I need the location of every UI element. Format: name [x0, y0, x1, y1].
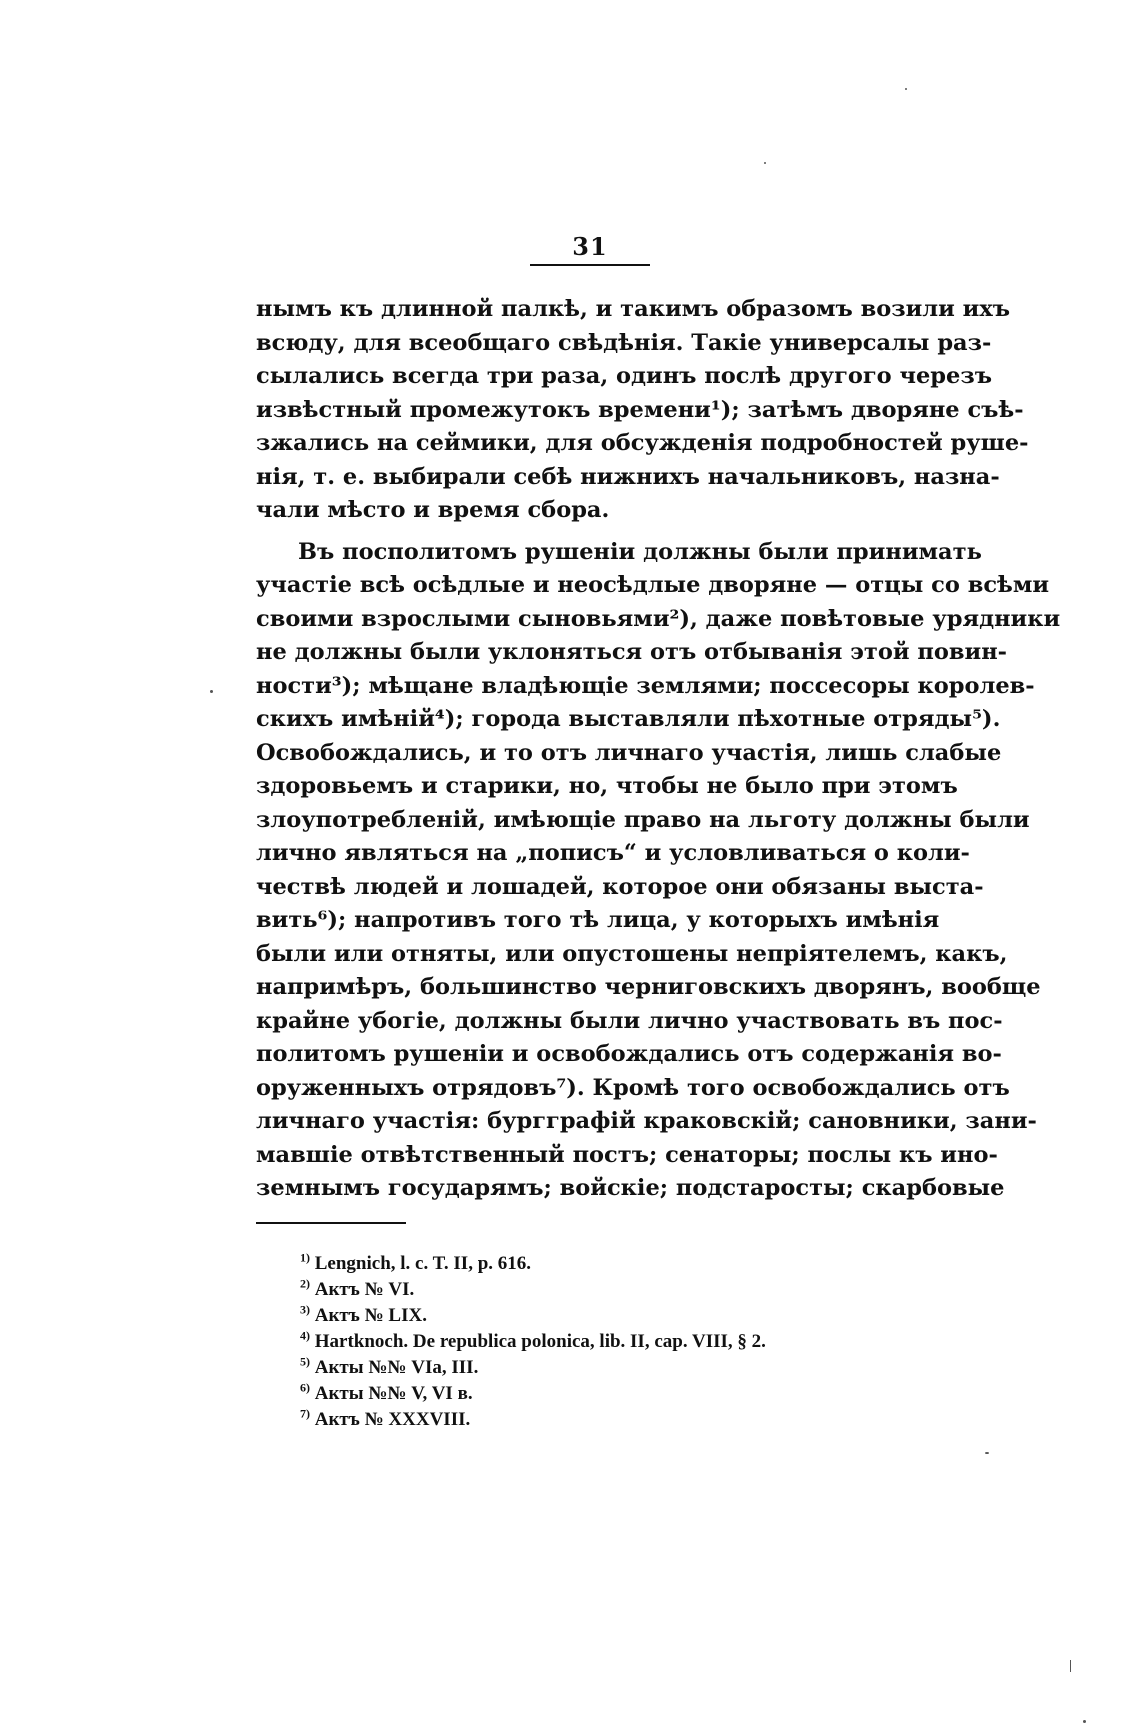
text-line: не должны были уклоняться отъ отбыванія этой повин-	[256, 639, 1008, 665]
footnote-text: Акты №№ V, VI в.	[314, 1383, 473, 1404]
text-line: вить⁶); напротивъ того тѣ лица, у которыхъ имѣнія	[256, 907, 940, 933]
text-line: напримѣръ, большинство черниговскихъ дворянъ, вообще	[256, 974, 1041, 1000]
footnote-text: Lengnich, l. c. T. II, p. 616.	[314, 1253, 532, 1274]
text-line: личнаго участія: бургграфій краковскій; сановники, зани-	[256, 1108, 1037, 1134]
text-line: Въ посполитомъ рушеніи должны были принимать	[298, 538, 982, 565]
paragraph-gap	[256, 528, 936, 536]
footnote	[300, 1355, 920, 1381]
text-line: чествѣ людей и лошадей, которое они обязаны выста-	[256, 873, 984, 900]
paper-speck	[1070, 1660, 1071, 1672]
text-line: лично являться на „пописъ“ и условливаться о коли-	[256, 840, 970, 866]
text-line: извѣстный промежутокъ времени¹); затѣмъ дворяне съѣ-	[256, 396, 1024, 423]
footnote-mark: 5)	[300, 1354, 310, 1369]
paper-speck	[905, 88, 907, 90]
footnote	[300, 1303, 920, 1329]
text-line: ности³); мѣщане владѣющіе землями; поссесоры королев-	[256, 672, 1035, 699]
footnote	[300, 1407, 920, 1433]
text-line: сылались всегда три раза, одинъ послѣ другого черезъ	[256, 363, 992, 389]
text-line: крайне убогіе, должны были лично участвовать въ пос-	[256, 1007, 1003, 1034]
text-line: зжались на сеймики, для обсужденія подробностей руше-	[256, 430, 1029, 456]
footnote	[300, 1277, 920, 1303]
footnote-mark: 7)	[300, 1406, 310, 1421]
text-line: скихъ имѣній⁴); города выставляли пѣхотные отряды⁵).	[256, 706, 1001, 732]
text-line: оруженныхъ отрядовъ⁷). Кромѣ того освобождались отъ	[256, 1074, 1010, 1101]
footnote	[300, 1329, 920, 1355]
text-line: здоровьемъ и старики, но, чтобы не было при этомъ	[256, 773, 958, 799]
page-number-rule	[530, 264, 650, 266]
text-line: нія, т. е. выбирали себѣ нижнихъ начальниковъ, назна-	[256, 463, 1000, 490]
footnote	[300, 1251, 920, 1277]
footnote-text: Акты №№ VIa, III.	[314, 1357, 479, 1378]
footnote	[300, 1381, 920, 1407]
footnote-mark: 3)	[300, 1302, 310, 1317]
footnote-separator	[256, 1222, 406, 1224]
paper-speck	[985, 1452, 989, 1454]
paper-speck	[764, 162, 766, 164]
footnote-mark: 4)	[300, 1328, 310, 1343]
text-line: злоупотребленій, имѣющіе право на льготу должны были	[256, 806, 1030, 833]
text-line: чали мѣсто и время сбора.	[256, 497, 610, 523]
text-line: земнымъ государямъ; войскіе; подстаросты; скарбовые	[256, 1175, 1005, 1201]
footnote-mark: 2)	[300, 1276, 310, 1291]
footnote-mark: 1)	[300, 1250, 310, 1265]
footnote-mark: 6)	[300, 1380, 310, 1395]
footnote-text: Hartknoch. De republica polonica, lib. II, cap. VIII, § 2.	[314, 1331, 766, 1352]
text-line: нымъ къ длинной палкѣ, и такимъ образомъ возили ихъ	[256, 296, 1011, 322]
paper-speck	[210, 690, 213, 693]
text-line: участіе всѣ осѣдлые и неосѣдлые дворяне — отцы со всѣми	[256, 572, 1050, 598]
paper-speck	[1083, 1720, 1086, 1723]
footnotes	[300, 1251, 920, 1433]
text-line: своими взрослыми сыновьями²), даже повѣтовые урядники	[256, 605, 1061, 632]
text-line: политомъ рушеніи и освобождались отъ содержанія во-	[256, 1041, 1002, 1067]
footnote-text: Актъ № LIX.	[314, 1305, 427, 1326]
text-line: всюду, для всеобщаго свѣдѣнія. Такіе универсалы раз-	[256, 329, 992, 356]
body-text	[256, 293, 1061, 1206]
page-number: 31	[572, 232, 608, 261]
footnote-text: Актъ № VI.	[314, 1279, 415, 1300]
text-line: Освобождались, и то отъ личнаго участія, лишь слабые	[256, 739, 1002, 766]
text-line: были или отняты, или опустошены непріятелемъ, какъ,	[256, 940, 1008, 967]
text-line: мавшіе отвѣтственный постъ; сенаторы; послы къ ино-	[256, 1141, 998, 1168]
footnote-text: Актъ № XXXVIII.	[314, 1409, 471, 1430]
